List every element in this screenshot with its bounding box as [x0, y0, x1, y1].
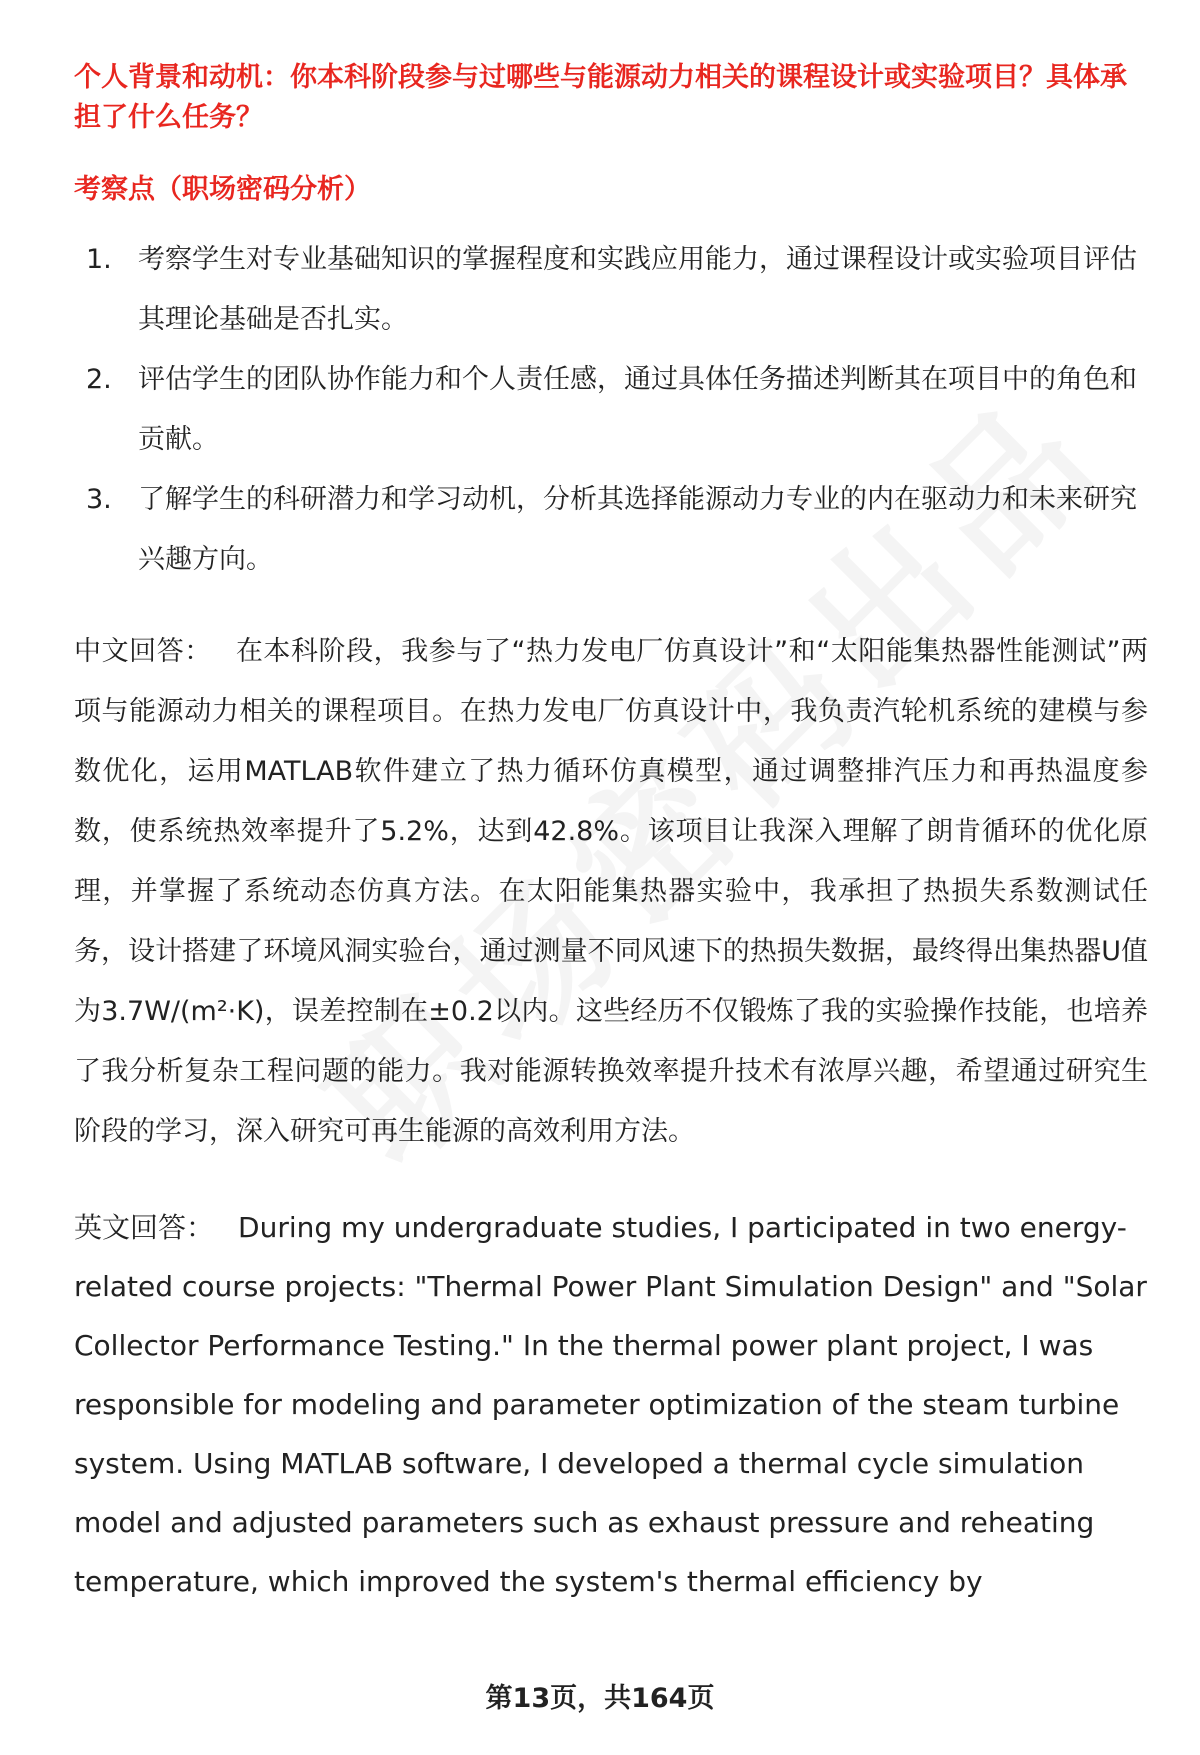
question-heading: 个人背景和动机：你本科阶段参与过哪些与能源动力相关的课程设计或实验项目？具体承担了什么任务？	[74, 62, 1127, 133]
chinese-answer-text: 在本科阶段，我参与了“热力发电厂仿真设计”和“太阳能集热器性能测试”两项与能源动力相关的课程项目。在热力发电厂仿真设计中，我负责汽轮机系统的建模与参数优化，运用MATLAB软件建立了热力循环仿真模型，通过调整排汽压力和再热温度参数，使系统热效率提升了5.2%，达到42.8%。该项目让我深入理解了朗肯循环的优化原理，并掌握了系统动态仿真方法。在太阳能集热器实验中，我承担了热损失系数测试任务，设计搭建了环境风洞实验台，通过测量不同风速下的热损失数据，最终得出集热器U值为3.7W/(m²·K)，误差控制在±0.2以内。这些经历不仅锻炼了我的实验操作技能，也培养了我分析复杂工程问题的能力。我对能源转换效率提升技术有浓厚兴趣，希望通过研究生阶段的学习，深入研究可再生能源的高效利用方法。	[74, 636, 1148, 1147]
list-item-number: 2.	[86, 364, 112, 395]
chinese-answer-label: 中文回答：	[74, 636, 212, 667]
list-item-number: 1.	[86, 244, 112, 275]
english-answer	[74, 1198, 1148, 1611]
list-item	[74, 230, 1148, 350]
section-title: 考察点（职场密码分析）	[74, 174, 371, 205]
english-answer-label: 英文回答：	[74, 1211, 215, 1244]
list-item-number: 3.	[86, 484, 112, 515]
list-item	[74, 350, 1148, 470]
evaluation-points-list	[74, 230, 1148, 590]
list-item-text: 评估学生的团队协作能力和个人责任感，通过具体任务描述判断其在项目中的角色和贡献。	[138, 364, 1137, 455]
page-number-footer: 第13页，共164页	[485, 1683, 715, 1714]
chinese-answer	[74, 622, 1148, 1162]
list-item	[74, 470, 1148, 590]
english-answer-text: During my undergraduate studies, I participated in two energy-related course projects: "Thermal Power Plant Simulation Design" and "Solar Collector Performance Testing." In the thermal power plant project, I was responsible for modeling and parameter optimization of the steam turbine system. Using MATLAB software, I developed a thermal cycle simulation model and adjusted parameters such as exhaust pressure and reheating temperature, which improved the system's thermal efficiency by	[74, 1211, 1147, 1598]
list-item-text: 考察学生对专业基础知识的掌握程度和实践应用能力，通过课程设计或实验项目评估其理论基础是否扎实。	[138, 244, 1137, 335]
list-item-text: 了解学生的科研潜力和学习动机，分析其选择能源动力专业的内在驱动力和未来研究兴趣方向。	[138, 484, 1137, 575]
